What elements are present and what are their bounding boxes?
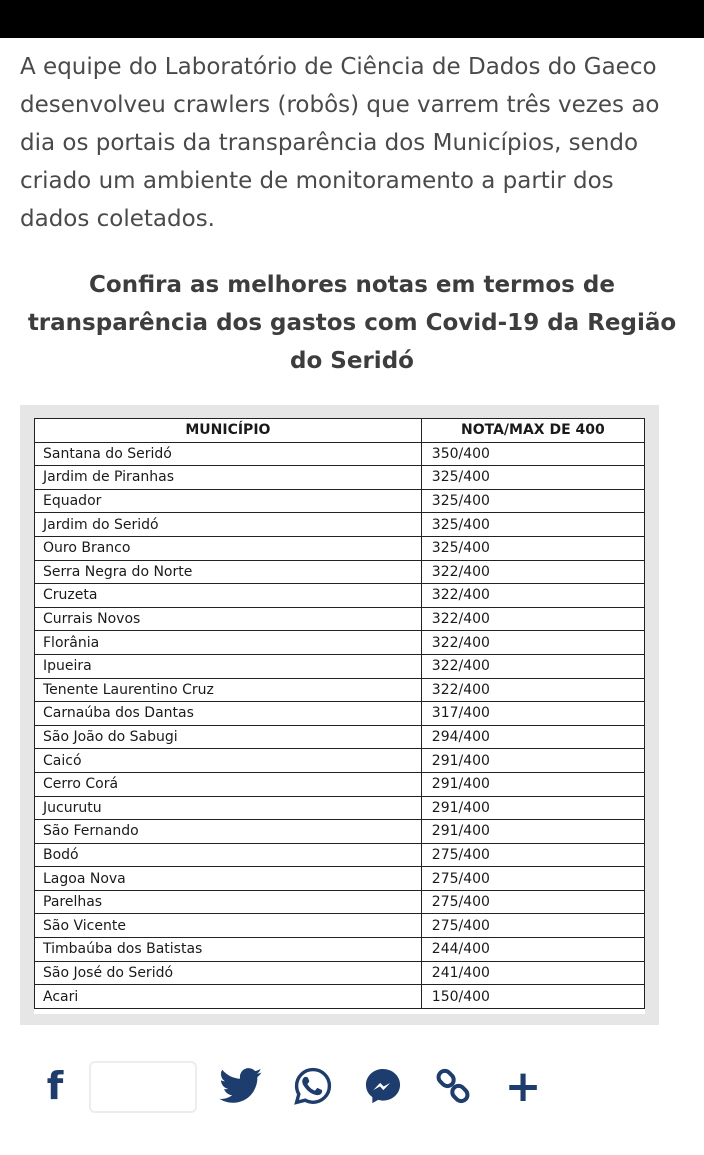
nota-cell: 322/400 <box>421 654 644 678</box>
article-intro: A equipe do Laboratório de Ciência de Dados do Gaeco desenvolveu crawlers (robôs) que varrem três vezes ao dia os portais da transparência dos Municípios, sendo criado um ambiente de monitoramento a partir dos dados coletados. <box>20 54 660 232</box>
table-row <box>35 772 645 796</box>
municipio-cell: Bodó <box>35 843 422 867</box>
twitter-icon[interactable] <box>218 1058 264 1114</box>
nota-cell: 291/400 <box>421 820 644 844</box>
link-icon[interactable] <box>430 1058 476 1114</box>
table-row <box>35 914 645 938</box>
municipio-cell: Caicó <box>35 749 422 773</box>
table-row <box>35 607 645 631</box>
nota-cell: 275/400 <box>421 890 644 914</box>
nota-cell: 244/400 <box>421 938 644 962</box>
nota-cell: 325/400 <box>421 513 644 537</box>
municipio-cell: Tenente Laurentino Cruz <box>35 678 422 702</box>
table-row <box>35 466 645 490</box>
header-nota: NOTA/MAX DE 400 <box>421 419 644 443</box>
nota-cell: 291/400 <box>421 772 644 796</box>
table-row <box>35 442 645 466</box>
article-headline: Confira as melhores notas em termos de transparência dos gastos com Covid-19 da Região do Seridó <box>27 272 677 374</box>
municipio-cell: Serra Negra do Norte <box>35 560 422 584</box>
header-municipio: MUNICÍPIO <box>35 419 422 443</box>
municipio-cell: Jucurutu <box>35 796 422 820</box>
municipio-cell: Timbaúba dos Batistas <box>35 938 422 962</box>
table-row <box>35 938 645 962</box>
municipio-cell: Currais Novos <box>35 607 422 631</box>
table-row <box>35 820 645 844</box>
nota-cell: 325/400 <box>421 489 644 513</box>
nota-cell: 322/400 <box>421 560 644 584</box>
municipio-cell: Jardim de Piranhas <box>35 466 422 490</box>
table-header-row <box>35 419 645 443</box>
table-row <box>35 489 645 513</box>
table-row <box>35 749 645 773</box>
nota-cell: 317/400 <box>421 702 644 726</box>
nota-cell: 275/400 <box>421 914 644 938</box>
nota-cell: 322/400 <box>421 607 644 631</box>
municipio-cell: Ipueira <box>35 654 422 678</box>
table-row <box>35 961 645 985</box>
nota-cell: 322/400 <box>421 678 644 702</box>
municipio-cell: Parelhas <box>35 890 422 914</box>
nota-cell: 325/400 <box>421 466 644 490</box>
table-row <box>35 725 645 749</box>
table-row <box>35 890 645 914</box>
table-row <box>35 796 645 820</box>
transparency-table <box>34 418 645 1009</box>
nota-cell: 291/400 <box>421 749 644 773</box>
municipio-cell: Lagoa Nova <box>35 867 422 891</box>
municipio-cell: São José do Seridó <box>35 961 422 985</box>
municipio-cell: São Fernando <box>35 820 422 844</box>
table-row <box>35 631 645 655</box>
nota-cell: 150/400 <box>421 985 644 1009</box>
municipio-cell: Jardim do Seridó <box>35 513 422 537</box>
nota-cell: 322/400 <box>421 584 644 608</box>
municipio-cell: Carnaúba dos Dantas <box>35 702 422 726</box>
whatsapp-icon[interactable] <box>290 1058 336 1114</box>
messenger-icon[interactable] <box>360 1058 406 1114</box>
table-row <box>35 560 645 584</box>
table-row <box>35 702 645 726</box>
municipio-cell: Florânia <box>35 631 422 655</box>
nota-cell: 325/400 <box>421 536 644 560</box>
nota-cell: 350/400 <box>421 442 644 466</box>
nota-cell: 275/400 <box>421 843 644 867</box>
municipio-cell: Cruzeta <box>35 584 422 608</box>
status-bar <box>0 0 704 38</box>
nota-cell: 291/400 <box>421 796 644 820</box>
municipio-cell: Cerro Corá <box>35 772 422 796</box>
table-row <box>35 678 645 702</box>
table-container <box>34 418 645 1014</box>
table-row <box>35 584 645 608</box>
table-row <box>35 985 645 1009</box>
municipio-cell: Acari <box>35 985 422 1009</box>
nota-cell: 294/400 <box>421 725 644 749</box>
plus-icon[interactable]: + <box>504 1060 542 1112</box>
table-row <box>35 843 645 867</box>
nota-cell: 241/400 <box>421 961 644 985</box>
table-row <box>35 536 645 560</box>
municipio-cell: Ouro Branco <box>35 536 422 560</box>
share-bar <box>0 1058 704 1118</box>
nota-cell: 275/400 <box>421 867 644 891</box>
municipio-cell: Equador <box>35 489 422 513</box>
municipio-cell: Santana do Seridó <box>35 442 422 466</box>
table-image-frame <box>20 405 659 1025</box>
municipio-cell: São Vicente <box>35 914 422 938</box>
municipio-cell: São João do Sabugi <box>35 725 422 749</box>
table-row <box>35 867 645 891</box>
nota-cell: 322/400 <box>421 631 644 655</box>
facebook-icon[interactable]: f <box>46 1064 64 1108</box>
table-row <box>35 513 645 537</box>
table-row <box>35 654 645 678</box>
